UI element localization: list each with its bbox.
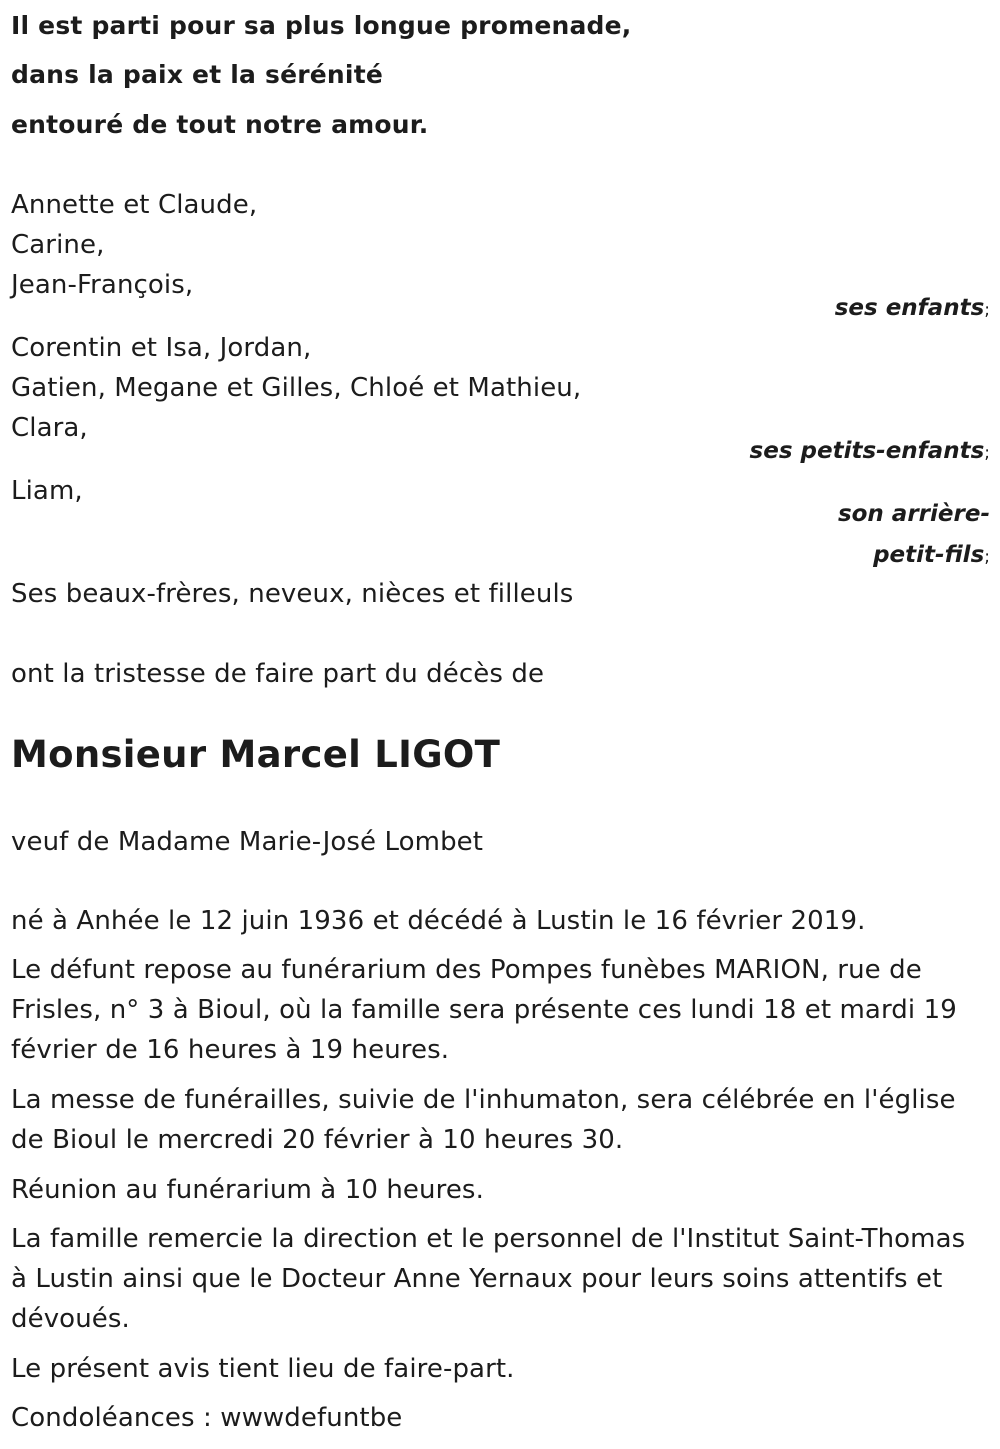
- grandchildren-name-1: Corentin et Isa, Jordan,: [11, 333, 312, 363]
- children-role-label: ses enfants: [834, 295, 985, 321]
- intro-line-1: Il est parti pour sa plus longue promenade,: [11, 11, 632, 40]
- others-line: Ses beaux-frères, neveux, nièces et filleuls: [11, 579, 574, 609]
- great-grandchild-name: Liam,: [11, 476, 83, 506]
- widower-line: veuf de Madame Marie-José Lombet: [11, 827, 484, 857]
- children-role-sep: ;: [984, 300, 990, 320]
- great-grandchild-role-line-1: son arrière-: [837, 501, 990, 527]
- rest-line-2: Frisles, n° 3 à Bioul, où la famille sera présente ces lundi 18 et mardi 19: [11, 995, 957, 1025]
- children-name-3: Jean-François,: [11, 270, 194, 300]
- rest-line-1: Le défunt repose au funérarium des Pompes funèbes MARION, rue de: [11, 955, 922, 985]
- meeting-line: Réunion au funérarium à 10 heures.: [11, 1175, 484, 1205]
- great-grandchild-role-sep: ;: [984, 547, 990, 567]
- rest-line-3: février de 16 heures à 19 heures.: [11, 1035, 450, 1065]
- intro-line-2: dans la paix et la sérénité: [11, 60, 384, 89]
- thanks-line-3: dévoués.: [11, 1304, 130, 1334]
- mass-line-2: de Bioul le mercredi 20 février à 10 heures 30.: [11, 1125, 624, 1155]
- grandchildren-role-sep: ;: [984, 443, 990, 463]
- great-grandchild-role-line-2: [873, 535, 990, 577]
- grandchildren-name-3: Clara,: [11, 413, 88, 443]
- announcement-line: ont la tristesse de faire part du décès de: [11, 659, 545, 689]
- grandchildren-role: [750, 431, 990, 473]
- grandchildren-name-2: Gatien, Megane et Gilles, Chloé et Mathieu,: [11, 373, 582, 403]
- thanks-line-2: à Lustin ainsi que le Docteur Anne Yernaux pour leurs soins attentifs et: [11, 1264, 943, 1294]
- mass-line-1: La messe de funérailles, suivie de l'inhumaton, sera célébrée en l'église: [11, 1085, 956, 1115]
- children-name-2: Carine,: [11, 230, 105, 260]
- condolences-line: Condoléances : wwwdefuntbe: [11, 1403, 403, 1433]
- great-grandchild-role-label: petit-fils: [873, 542, 985, 568]
- birth-death-line: né à Anhée le 12 juin 1936 et décédé à Lustin le 16 février 2019.: [11, 906, 866, 936]
- deceased-name: Monsieur Marcel LIGOT: [11, 733, 501, 776]
- thanks-line-1: La famille remercie la direction et le personnel de l'Institut Saint-Thomas: [11, 1224, 966, 1254]
- children-role: [835, 288, 990, 330]
- intro-line-3: entouré de tout notre amour.: [11, 110, 429, 139]
- children-name-1: Annette et Claude,: [11, 190, 258, 220]
- grandchildren-role-label: ses petits-enfants: [749, 438, 985, 464]
- notice-line: Le présent avis tient lieu de faire-part.: [11, 1354, 515, 1384]
